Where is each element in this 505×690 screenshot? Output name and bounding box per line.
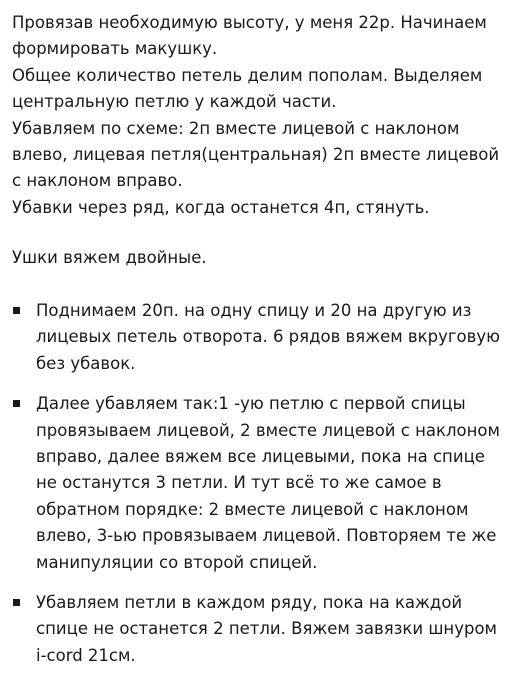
- intro-line: с наклоном вправо.: [12, 171, 183, 191]
- list-item-line: провязываем лицевой, 2 вместе лицевой с наклоном: [36, 420, 500, 440]
- bullet-square-icon: [13, 599, 20, 606]
- document-body: [12, 10, 502, 272]
- ears-heading-paragraph: [12, 245, 502, 271]
- intro-line: Провязав необходимую высоту, у меня 22р. Начинаем: [12, 13, 487, 32]
- list-item-line: лицевых петель отворота. 6 рядов вяжем вкруговую: [36, 327, 500, 347]
- list-item-line: спице не останется 2 петли. Вяжем завязки шнуром: [36, 619, 497, 639]
- list-item-line: влево, 3-ью провязываем лицевой. Повторяем те же: [36, 526, 497, 546]
- list-item-line: Убавляем петли в каждом ряду, пока на каждой: [36, 593, 463, 613]
- intro-line: Убавляем по схеме: 2п вместе лицевой с наклоном: [12, 118, 460, 138]
- list-item-line: обратном порядке: 2 вместе лицевой с наклоном: [36, 499, 469, 519]
- intro-line: Убавки через ряд, когда останется 4п, стянуть.: [12, 197, 430, 217]
- list-item: [12, 298, 502, 377]
- list-item: [12, 391, 502, 576]
- list-item-line: Поднимаем 20п. на одну спицу и 20 на другую из: [36, 301, 472, 320]
- list-item-line: Далее убавляем так:1 -ую петлю с первой спицы: [36, 394, 466, 414]
- intro-paragraph: [12, 10, 502, 221]
- bullet-list: [12, 298, 502, 683]
- list-item-line: без убавок.: [36, 353, 136, 373]
- bullet-square-icon: [13, 400, 20, 407]
- intro-line: центральную петлю у каждой части.: [12, 92, 337, 112]
- bullet-square-icon: [13, 307, 20, 314]
- list-item-line: вправо, далее вяжем все лицевыми, пока на спице: [36, 447, 485, 467]
- list-item: [12, 590, 502, 669]
- intro-line: Общее количество петель делим пополам. Выделяем: [12, 65, 483, 85]
- list-item-line: i-cord 21см.: [36, 645, 136, 665]
- intro-line: влево, лицевая петля(центральная) 2п вместе лицевой: [12, 145, 500, 165]
- list-item-line: не останутся 3 петли. И тут всё то же самое в: [36, 473, 442, 493]
- intro-line: формировать макушку.: [12, 39, 218, 59]
- list-item-line: манипуляции со второй спицей.: [36, 552, 318, 572]
- ears-heading: Ушки вяжем двойные.: [12, 248, 207, 268]
